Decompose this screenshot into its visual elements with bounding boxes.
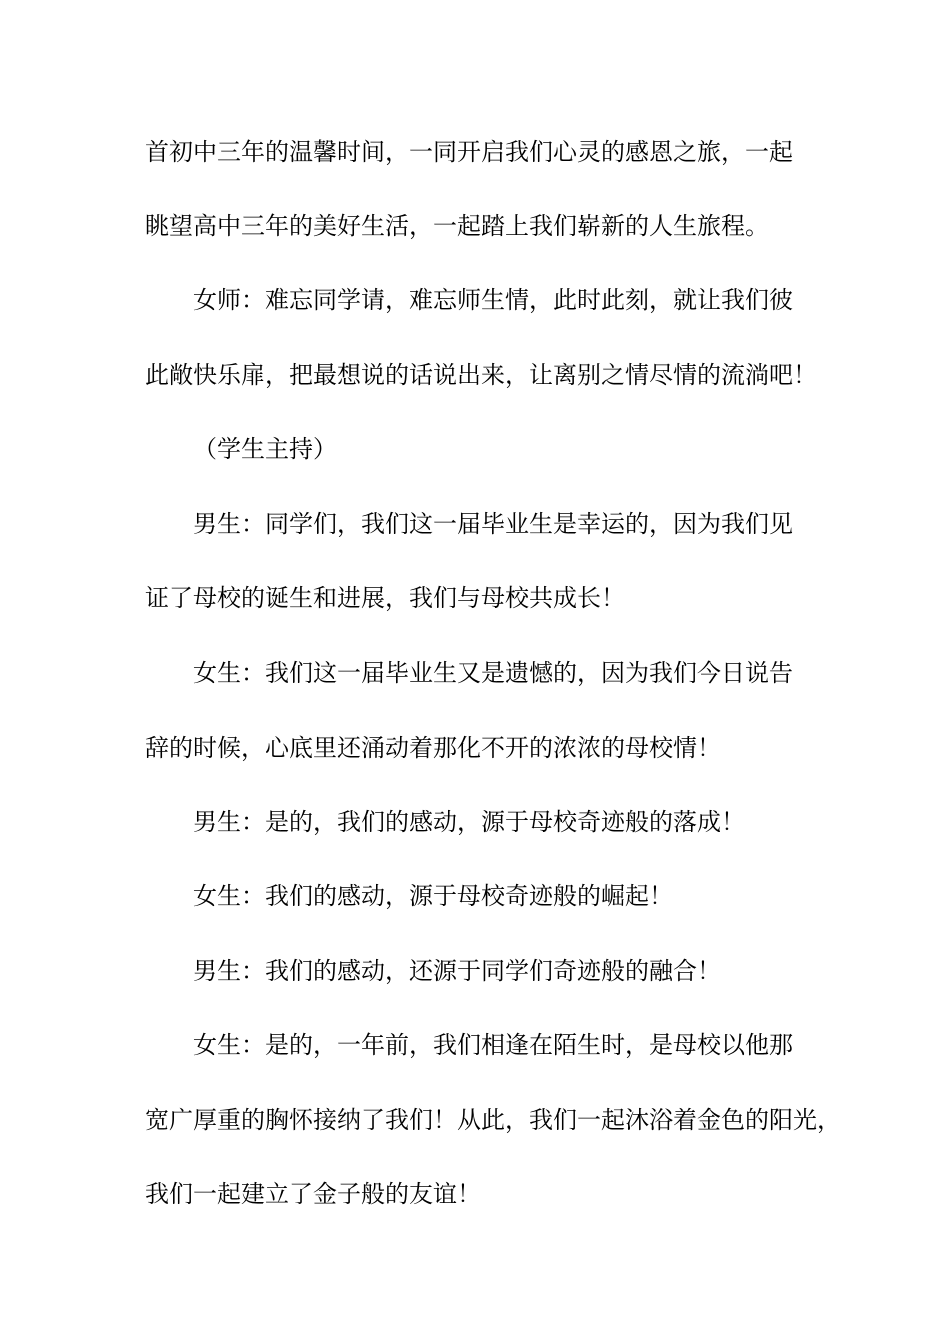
paragraph-start-line: 男生：是的，我们的感动，源于母校奇迹般的落成！	[193, 808, 745, 836]
text-line: 证了母校的诞生和进展，我们与母校共成长！	[145, 584, 625, 612]
text-line: 辞的时候，心底里还涌动着那化不开的浓浓的母校情！	[145, 734, 721, 762]
text-line: 宽广厚重的胸怀接纳了我们！从此，我们一起沐浴着金色的阳光，	[145, 1106, 841, 1134]
paragraph-start-line: （学生主持）	[193, 435, 337, 463]
paragraph-start-line: 女生：是的，一年前，我们相逢在陌生时，是母校以他那	[193, 1031, 793, 1059]
text-line: 首初中三年的温馨时间，一同开启我们心灵的感恩之旅，一起	[145, 138, 793, 166]
paragraph-start-line: 男生：同学们，我们这一届毕业生是幸运的，因为我们见	[193, 510, 793, 538]
paragraph-start-line: 女师：难忘同学请，难忘师生情，此时此刻，就让我们彼	[193, 286, 793, 314]
paragraph-start-line: 女生：我们的感动，源于母校奇迹般的崛起！	[193, 882, 673, 910]
text-line: 此敞快乐扉，把最想说的话说出来，让离别之情尽情的流淌吧！	[145, 361, 817, 389]
text-line: 眺望高中三年的美好生活，一起踏上我们崭新的人生旅程。	[145, 212, 769, 240]
paragraph-start-line: 女生：我们这一届毕业生又是遗憾的，因为我们今日说告	[193, 659, 793, 687]
paragraph-start-line: 男生：我们的感动，还源于同学们奇迹般的融合！	[193, 957, 721, 985]
text-line: 我们一起建立了金子般的友谊！	[145, 1180, 481, 1208]
